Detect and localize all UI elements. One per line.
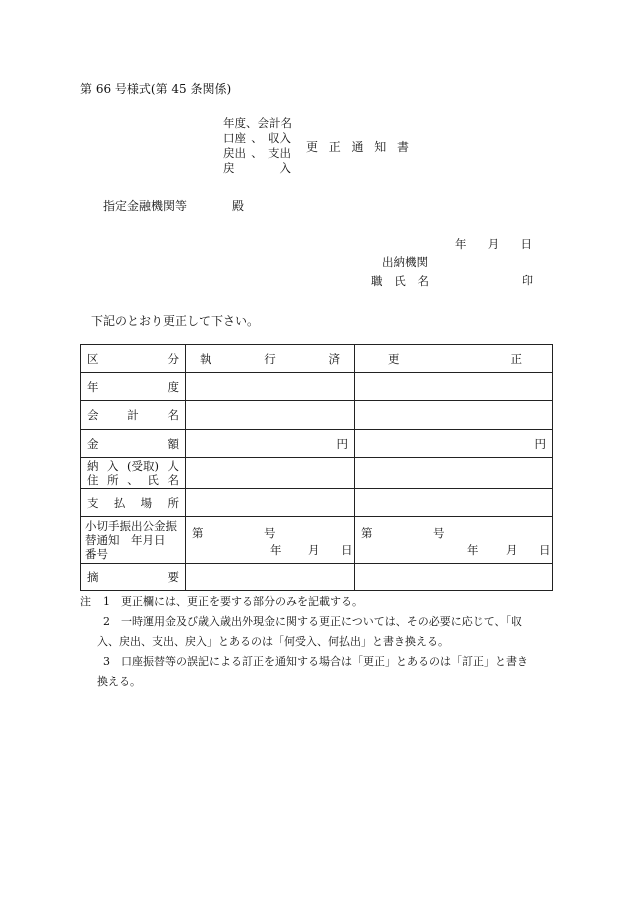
date-month: 月	[487, 237, 500, 251]
header-corrected-char-1: 更	[388, 351, 400, 366]
year-label-cell	[81, 373, 186, 401]
check-label-line-3: 番号	[85, 547, 108, 561]
title-main-char-1: 更	[306, 140, 319, 154]
check-label-line-2: 替通知 年月日	[85, 533, 166, 547]
correction-table	[80, 344, 553, 591]
date-day: 日	[520, 237, 532, 251]
date-line	[455, 236, 532, 252]
place-label-char-4: 所	[167, 495, 179, 510]
title-line-1-a: 年度	[223, 116, 246, 130]
place-label-char-1: 支	[87, 495, 99, 510]
payer-l2-char-4: 氏	[147, 473, 159, 487]
title-line-2-c: 収入	[268, 131, 291, 145]
notes-prefix: 注	[80, 595, 91, 608]
payer-l1-char-2: 入	[107, 459, 119, 473]
sender-pos-char-1: 職	[371, 274, 383, 288]
check-corrected-no-prefix: 第	[361, 526, 373, 540]
summary-label-char-1: 摘	[87, 570, 99, 584]
header-corrected-char-2: 正	[510, 351, 522, 366]
sender-pos-char-2: 氏	[394, 274, 406, 288]
title-line-3-c: 支出	[268, 146, 291, 160]
amount-label	[87, 436, 179, 452]
year-corrected-cell[interactable]	[355, 373, 553, 401]
title-line-1-c: 会計名	[257, 116, 292, 130]
account-label-char-1: 会	[87, 408, 99, 422]
title-main-char-3: 通	[351, 140, 364, 154]
account-label-cell	[81, 401, 186, 430]
sender-pos-char-3: 名	[417, 274, 429, 288]
row-account	[81, 401, 553, 430]
row-year	[81, 373, 553, 401]
check-executed-no-prefix: 第	[192, 526, 204, 540]
note-2-line-1: 2 一時運用金及び歳入歳出外現金に関する更正については、その必要に応じて、「収	[103, 615, 523, 628]
payer-l1-char-4: 人	[167, 459, 179, 473]
year-executed-cell[interactable]	[186, 373, 355, 401]
header-executed	[200, 351, 340, 367]
payer-l2-char-3: 、	[127, 473, 139, 487]
check-label-cell	[81, 517, 186, 564]
place-executed-cell[interactable]	[186, 489, 355, 517]
check-executed-month: 月	[308, 543, 320, 557]
payer-label-line-1	[87, 459, 179, 473]
title-line-1-b: 、	[246, 116, 258, 130]
header-label	[87, 351, 179, 367]
check-executed-year: 年	[270, 543, 282, 557]
place-label	[87, 495, 179, 511]
row-summary	[81, 564, 553, 591]
payer-l2-char-1: 住	[87, 473, 99, 487]
check-executed-no-suffix: 号	[264, 526, 276, 540]
account-corrected-cell[interactable]	[355, 401, 553, 430]
title-line-3	[223, 146, 291, 161]
check-corrected-month: 月	[506, 543, 518, 557]
title-main-char-4: 知	[374, 140, 387, 154]
year-label-char-1: 年	[87, 379, 99, 394]
summary-executed-cell[interactable]	[186, 564, 355, 591]
amount-label-char-1: 金	[87, 436, 99, 451]
row-check	[81, 517, 553, 564]
title-line-2-b: 、	[251, 131, 263, 145]
note-3-line-2: 換える。	[97, 675, 141, 688]
addressee-name: 指定金融機関等	[103, 199, 188, 213]
amount-executed-yen: 円	[336, 436, 348, 451]
header-label-char-2: 分	[167, 351, 179, 366]
form-number: 第 66 号様式(第 45 条関係)	[80, 82, 232, 96]
amount-corrected-yen: 円	[534, 436, 546, 451]
payer-l1-char-1: 納	[87, 459, 99, 473]
note-2-line-2: 入、戻出、支出、戻入」とあるのは「何受入、何払出」と書き換える。	[97, 635, 449, 648]
intro-text: 下記のとおり更正して下さい。	[91, 314, 260, 328]
check-executed-day: 日	[341, 543, 353, 557]
title-line-2-a: 口座	[223, 131, 246, 145]
title-line-3-b: 、	[251, 146, 263, 160]
header-executed-char-2: 行	[264, 351, 276, 366]
row-place	[81, 489, 553, 517]
title-line-1	[223, 116, 291, 131]
title-line-4-c: 入	[279, 161, 291, 175]
summary-corrected-cell[interactable]	[355, 564, 553, 591]
title-left-block	[223, 116, 291, 176]
amount-label-char-2: 額	[167, 436, 179, 451]
place-label-char-3: 場	[140, 495, 153, 510]
payer-label-cell	[81, 458, 186, 489]
title-line-4-a: 戻	[223, 161, 235, 175]
amount-label-cell	[81, 430, 186, 458]
row-amount	[81, 430, 553, 458]
sender-position-name	[371, 273, 429, 289]
title-line-2	[223, 131, 291, 146]
check-corrected-year: 年	[467, 543, 479, 557]
header-executed-cell	[186, 345, 355, 373]
title-main-char-2: 正	[328, 140, 341, 154]
header-label-cell	[81, 345, 186, 373]
year-label-char-2: 度	[167, 379, 179, 394]
amount-corrected-cell[interactable]	[355, 430, 553, 458]
payer-label-line-2	[87, 473, 179, 487]
date-year: 年	[455, 237, 467, 251]
sender-org: 出納機関	[382, 255, 428, 269]
header-executed-char-1: 執	[200, 351, 212, 366]
check-executed-cell[interactable]	[186, 517, 355, 564]
place-label-char-2: 払	[113, 495, 126, 510]
account-executed-cell[interactable]	[186, 401, 355, 430]
place-corrected-cell[interactable]	[355, 489, 553, 517]
amount-executed-cell[interactable]	[186, 430, 355, 458]
header-corrected-cell	[355, 345, 553, 373]
row-payer	[81, 458, 553, 489]
title-main-char-5: 書	[396, 140, 409, 154]
seal-mark: 印	[522, 274, 533, 287]
place-label-cell	[81, 489, 186, 517]
header-executed-char-3: 済	[328, 351, 340, 366]
account-label-char-2: 計	[127, 408, 139, 422]
summary-label-char-2: 要	[167, 570, 179, 584]
check-label-line-1: 小切手振出公金振	[85, 519, 177, 533]
check-corrected-cell[interactable]	[355, 517, 553, 564]
payer-corrected-cell[interactable]	[355, 458, 553, 489]
check-corrected-day: 日	[539, 543, 551, 557]
summary-label-cell	[81, 564, 186, 591]
account-label	[87, 407, 179, 423]
addressee-honorific: 殿	[232, 199, 245, 213]
header-row	[81, 345, 553, 373]
title-main	[306, 138, 409, 155]
payer-l2-char-2: 所	[107, 473, 119, 487]
title-line-3-a: 戻出	[223, 146, 246, 160]
header-label-char-1: 区	[87, 351, 99, 366]
title-line-4	[223, 161, 291, 176]
payer-l1-char-3: (受取)	[127, 459, 159, 473]
note-1: 1 更正欄には、更正を要する部分のみを記載する。	[103, 595, 363, 608]
account-label-char-3: 名	[167, 408, 179, 422]
note-3-line-1: 3 口座振替等の誤記による訂正を通知する場合は「更正」とあるのは「訂正」と書き	[103, 655, 528, 668]
check-corrected-no-suffix: 号	[433, 526, 445, 540]
payer-executed-cell[interactable]	[186, 458, 355, 489]
year-label	[87, 379, 179, 395]
summary-label	[87, 569, 179, 585]
payer-l2-char-5: 名	[167, 473, 179, 487]
header-corrected	[388, 351, 522, 367]
